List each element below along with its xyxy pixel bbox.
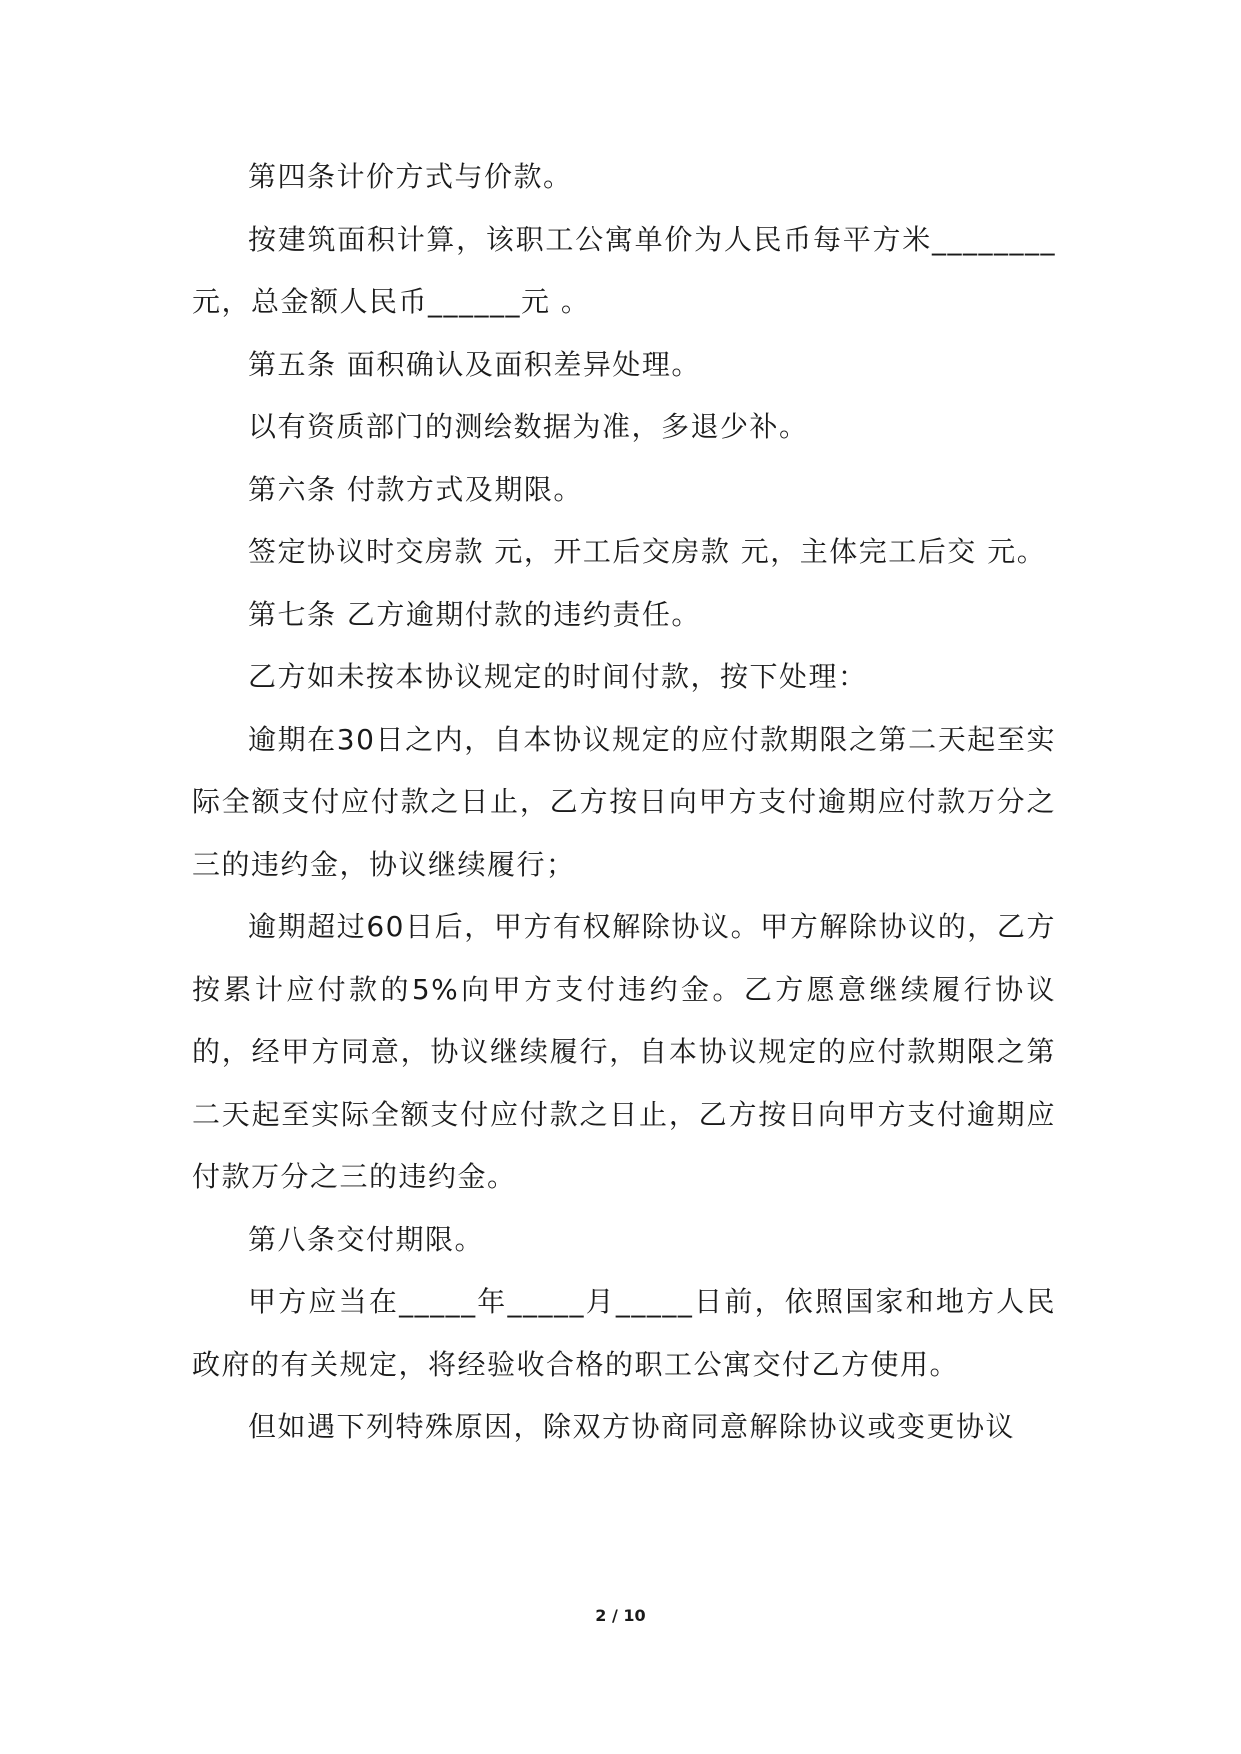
paragraph: 第四条计价方式与价款。	[248, 160, 573, 193]
paragraph: 第六条 付款方式及期限。	[248, 472, 583, 506]
paragraph: 逾期超过60日后，甲方有权解除协议。甲方解除协议的，乙方按累计应付款的5%向甲方支付违约金。乙方愿意继续履行协议的，经甲方同意，协议继续履行，自本协议规定的应付款期限之第二天起至实际全额支付应付款之日止，乙方按日向甲方支付逾期应付款万分之三的违约金。	[192, 910, 1056, 1193]
paragraph: 以有资质部门的测绘数据为准，多退少补。	[248, 410, 809, 443]
paragraph: 第五条 面积确认及面积差异处理。	[248, 347, 701, 381]
paragraph: 甲方应当在_____年_____月_____日前，依照国家和地方人民政府的有关规定，将经验收合格的职工公寓交付乙方使用。	[192, 1285, 1056, 1381]
document-body	[192, 146, 1056, 1459]
paragraph: 第七条 乙方逾期付款的违约责任。	[248, 597, 701, 631]
paragraph: 签定协议时交房款 元，开工后交房款 元，主体完工后交 元。	[248, 535, 1047, 568]
paragraph: 逾期在30日之内，自本协议规定的应付款期限之第二天起至实际全额支付应付款之日止，乙方按日向甲方支付逾期应付款万分之三的违约金，协议继续履行；	[192, 722, 1056, 881]
paragraph: 第八条交付期限。	[248, 1222, 485, 1256]
paragraph: 乙方如未按本协议规定的时间付款，按下处理：	[248, 660, 868, 693]
page-number: 2 / 10	[595, 1606, 646, 1625]
paragraph: 但如遇下列特殊原因，除双方协商同意解除协议或变更协议	[248, 1410, 1016, 1443]
paragraph: 按建筑面积计算，该职工公寓单价为人民币每平方米________元，总金额人民币______元 。	[192, 222, 1056, 318]
